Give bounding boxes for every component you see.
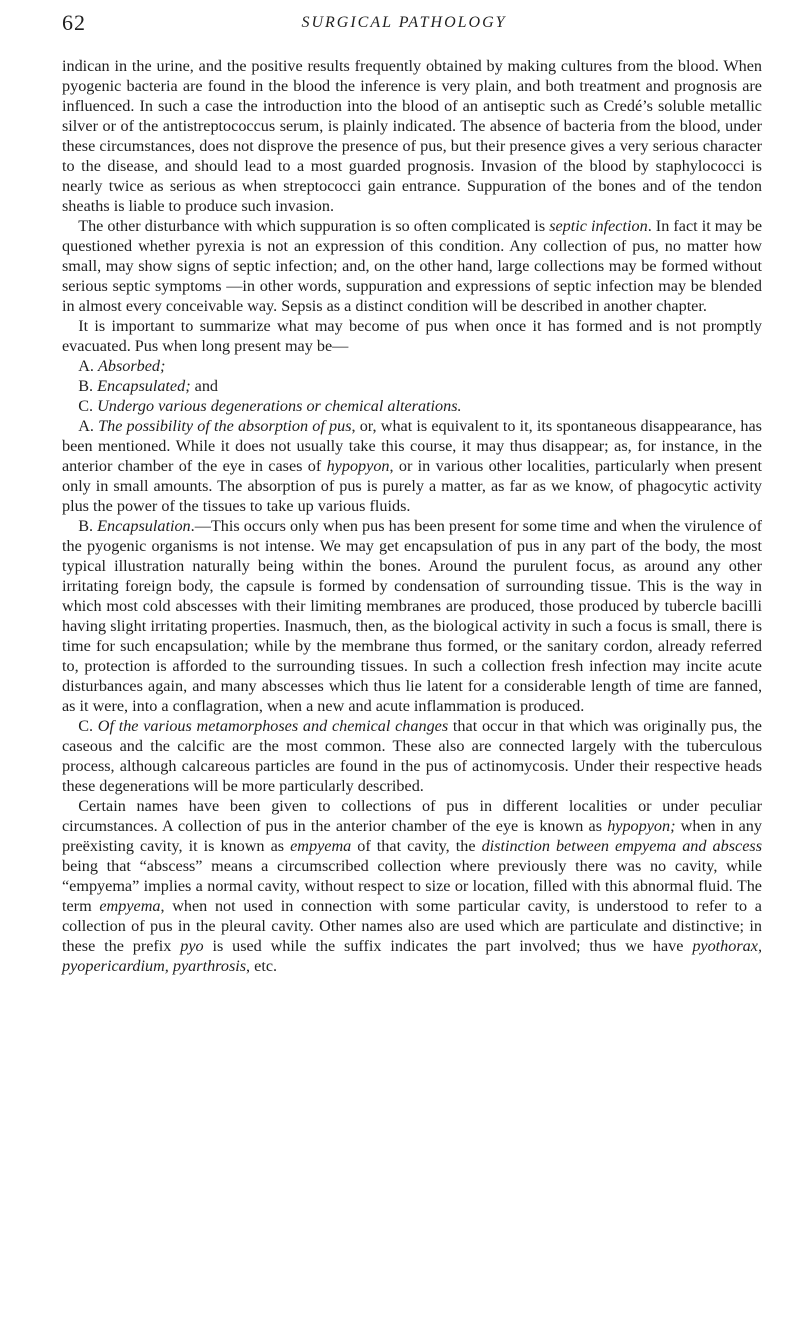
text-run: .—This occurs only when pus has been present for some time and when the virulence of the pyogenic organisms is not intense. We may get encapsulation of pus in any part of the body, the most typical illustration naturally being within the bones. Around the purulent focus, as around any other irritating foreign body, the capsule is formed by condensation of surrounding tissue. This is the way in which most cold abscesses with their limiting membranes are produced, those produced by tubercle bacilli having slight irritating properties. Inasmuch, then, as the biological activity in such a focus is small, there is time for such encapsulation; while by the membrane thus formed, or the sanitary cordon, already referred to, protection is afforded to the surrounding tissues. In such a collection fresh infection may incite acute disturbances again, and many abscesses which thus lie latent for a considerable length of time are fanned, as it were, into a conflagration, when a new and acute inflammation is produced. bbox=[62, 517, 762, 715]
page-header bbox=[46, 10, 762, 44]
italic-text: distinction between empyema and abscess bbox=[481, 837, 762, 855]
italic-text: Of the various metamorphoses and chemical changes bbox=[97, 717, 449, 735]
text-run: and bbox=[190, 377, 219, 395]
text-run: , or in various other localities, particularly when present only in small amounts. The absorption of pus is purely a matter, as far as we know, of phagocytic activity plus the power of the tissues to take up various fluids. bbox=[62, 457, 763, 515]
text-run: B. bbox=[78, 517, 98, 535]
text-run: A. bbox=[78, 357, 98, 375]
italic-text: septic infection bbox=[549, 217, 648, 235]
italic-text: pyo bbox=[180, 937, 204, 955]
text-run: It is important to summarize what may become of pus when once it has formed and is not promptly evacuated. Pus when long present may be— bbox=[62, 317, 762, 355]
list-item bbox=[62, 376, 762, 396]
text-run: , when not used in connection with some particular cavity, is understood to refer to a collection of pus in the pleural cavity. Other names also are used which are particulate and distinctive; in these the prefix bbox=[62, 897, 762, 955]
text-run: A. bbox=[78, 417, 99, 435]
paragraph bbox=[62, 716, 762, 796]
italic-text: The possibility of the absorption of pus bbox=[98, 417, 352, 435]
text-run: Certain names have been given to collections of pus in different localities or under peculiar circumstances. A collection of pus in the anterior chamber of the eye is known as bbox=[62, 797, 762, 835]
paragraph bbox=[62, 56, 762, 216]
text-run: The other disturbance with which suppuration is so often complicated is bbox=[78, 217, 550, 235]
paragraph bbox=[62, 516, 762, 716]
italic-text: Encapsulation bbox=[97, 517, 191, 535]
list-item bbox=[62, 396, 762, 416]
italic-text: Undergo various degenerations or chemical alterations. bbox=[97, 397, 462, 415]
list-item bbox=[62, 356, 762, 376]
page-number: 62 bbox=[62, 10, 86, 35]
italic-text: hypopyon bbox=[326, 457, 390, 475]
text-run: , etc. bbox=[246, 957, 278, 975]
text-run: B. bbox=[78, 377, 98, 395]
paragraph bbox=[62, 416, 762, 516]
text-run: of that cavity, the bbox=[351, 837, 482, 855]
italic-text: Absorbed; bbox=[97, 357, 166, 375]
body-text bbox=[62, 56, 762, 976]
paragraph bbox=[62, 796, 762, 976]
text-run: indican in the urine, and the positive results frequently obtained by making cultures from the blood. When pyogenic bacteria are found in the blood the inference is very plain, and both treatment and prognosis are influenced. In such a case the introduction into the blood of an antiseptic such as Credé’s soluble metallic silver or of the antistreptococcus serum, is plainly indicated. The absence of bacteria from the blood, under these circumstances, does not disprove the presence of pus, but their presence gives a very serious character to the disease, and should lead to a most guarded prognosis. Invasion of the blood by staphylococci is nearly twice as serious as when streptococci gain entrance. Suppuration of the bones and of the tendon sheaths is liable to produce such invasion. bbox=[62, 57, 762, 215]
italic-text: empyema bbox=[99, 897, 161, 915]
text-run: C. bbox=[78, 397, 98, 415]
text-run: C. bbox=[78, 717, 98, 735]
paragraph bbox=[62, 216, 762, 316]
italic-text: Encapsulated; bbox=[97, 377, 191, 395]
running-title: SURGICAL PATHOLOGY bbox=[301, 14, 507, 31]
italic-text: empyema bbox=[290, 837, 352, 855]
paragraph bbox=[62, 316, 762, 356]
italic-text: hypopyon; bbox=[607, 817, 676, 835]
text-run: that occur in that which was originally pus, the caseous and the calcific are the most common. These also are connected largely with the tuberculous process, although calcareous particles are found in the pus of actinomycosis. Under their respective heads these degenerations will be more particularly described. bbox=[62, 717, 762, 795]
text-run: . In fact it may be questioned whether pyrexia is not an expression of this condition. Any collection of pus, no matter how small, may show signs of septic infection; and, on the other hand, large collections may be formed without serious septic symptoms —in other words, suppuration and expressions of septic infection may be blended in almost every conceivable way. Sepsis as a distinct condition will be described in another chapter. bbox=[62, 217, 763, 315]
text-run: is used while the suffix indicates the part involved; thus we have bbox=[203, 937, 693, 955]
text-run: when in any preëxisting cavity, it is known as bbox=[62, 817, 762, 855]
text-run: , or, what is equivalent to it, its spontaneous disappearance, has been mentioned. While it does not usually take this course, it may thus disappear; as, for instance, in the anterior chamber of the eye in cases of bbox=[62, 417, 762, 475]
text-run: being that “abscess” means a circumscribed collection where previously there was no cavity, while “empyema” implies a normal cavity, without respect to size or location, filled with this abnormal fluid. The term bbox=[62, 857, 762, 915]
italic-text: pyothorax, pyopericardium, pyarthrosis bbox=[62, 937, 762, 975]
